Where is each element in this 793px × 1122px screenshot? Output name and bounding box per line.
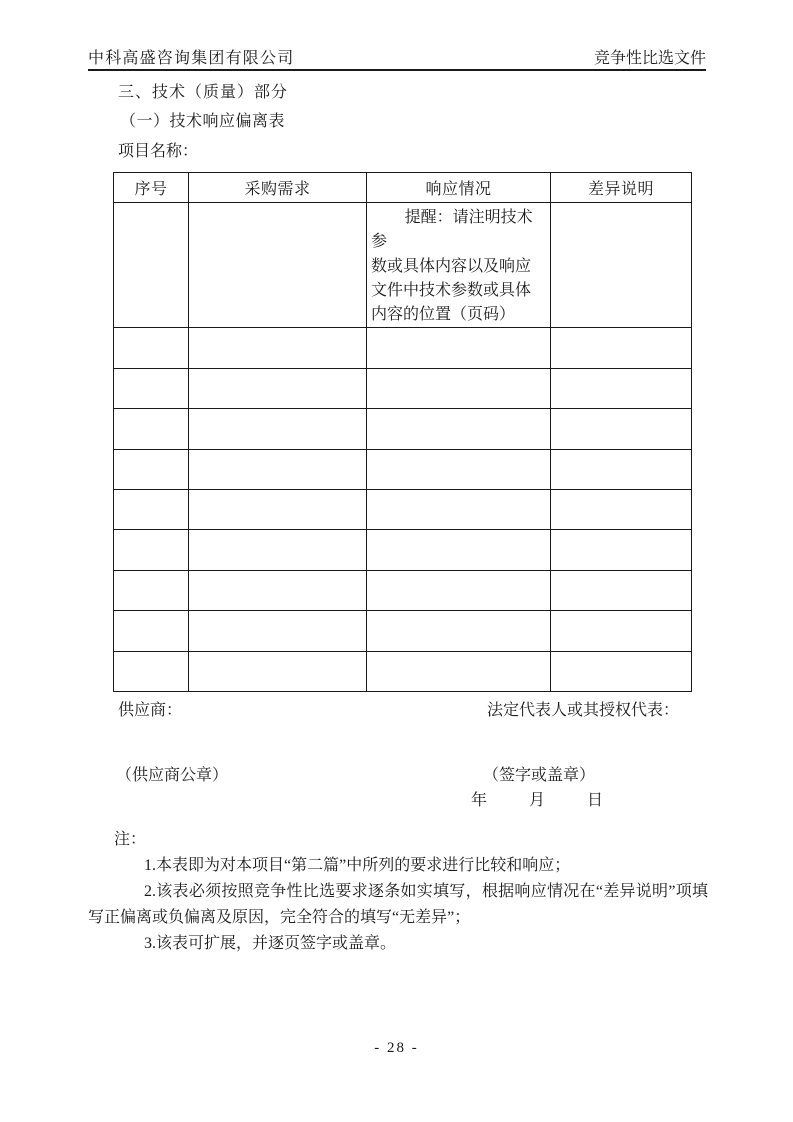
table-cell [189,368,367,408]
legal-rep-label: 法定代表人或其授权代表： [487,702,680,719]
table-cell [189,328,367,368]
table-cell [367,409,551,449]
table-row-empty [114,611,692,651]
table-cell [114,530,189,570]
table-header-cell: 差异说明 [551,173,692,203]
table-cell [367,328,551,368]
response-hint-line: 提醒：请注明技术参 [371,209,533,251]
page-number: - 28 - [374,1040,419,1056]
table-cell [367,530,551,570]
response-hint-cell [367,203,551,328]
table-cell [551,449,692,489]
table-row-empty [114,328,692,368]
table-row-empty [114,449,692,489]
note-item: 3.该表可扩展，并逐页签字或盖章。 [144,935,397,952]
table-header-cell: 采购需求 [189,173,367,203]
table-cell [367,368,551,408]
table-cell [114,570,189,610]
subsection-title: （一）技术响应偏离表 [120,113,286,130]
table-row-empty [114,530,692,570]
table-cell [551,651,692,691]
table-cell [114,409,189,449]
notes-label: 注： [114,831,147,848]
response-hint-line: 数或具体内容以及响应 [371,257,532,275]
table-row-hint [114,203,692,328]
table-cell [189,409,367,449]
table-cell [189,530,367,570]
notes-section [88,827,708,957]
table-cell [367,449,551,489]
table-header-cell: 响应情况 [367,173,551,203]
table-cell [367,490,551,530]
table-header-cell: 序号 [114,173,189,203]
table-body [114,203,692,692]
project-name-label: 项目名称： [118,143,199,160]
date-day-label: 日 [587,792,604,809]
table-cell [114,328,189,368]
table-header-row [114,173,692,203]
table-cell [189,651,367,691]
table-cell [189,490,367,530]
table-cell [114,490,189,530]
sign-or-seal-note: （签字或盖章） [483,767,596,784]
date-month-label: 月 [529,792,546,809]
deviation-table [113,172,692,692]
response-hint-line: 文件中技术参数或具体 [371,281,532,299]
table-row-empty [114,570,692,610]
table-cell [189,570,367,610]
section-title: 三、技术（质量）部分 [118,84,289,101]
table-cell-deviation [551,203,692,328]
table-row-empty [114,651,692,691]
table-row-empty [114,409,692,449]
date-year-label: 年 [471,792,488,809]
header-doc-type: 竞争性比选文件 [593,50,706,67]
table-cell [551,409,692,449]
table-cell [551,328,692,368]
table-cell [114,611,189,651]
response-hint-line: 内容的位置（页码） [371,306,516,324]
table-cell [551,611,692,651]
table-row-empty [114,368,692,408]
table-cell [114,368,189,408]
header-company-name: 中科高盛咨询集团有限公司 [88,50,295,67]
table-cell [551,490,692,530]
table-row-empty [114,490,692,530]
table-cell [189,611,367,651]
notes-list [88,853,708,957]
table-cell [114,449,189,489]
table-cell [189,449,367,489]
table-cell [551,530,692,570]
note-item: 1.本表即为对本项目“第二篇”中所列的要求进行比较和响应； [144,857,571,874]
table-cell [114,651,189,691]
page-header [88,50,706,71]
table-cell [551,368,692,408]
supplier-label: 供应商： [118,702,183,719]
supplier-seal-note: （供应商公章） [116,767,229,784]
table-cell [367,651,551,691]
note-item: 2.该表必须按照竞争性比选要求逐条如实填写，根据响应情况在“差异说明”项填写正偏离或负偏离及原因，完全符合的填写“无差异”； [88,883,708,926]
table-cell-seq [114,203,189,328]
table-cell [367,611,551,651]
table-cell [367,570,551,610]
table-cell-requirement [189,203,367,328]
table-cell [551,570,692,610]
